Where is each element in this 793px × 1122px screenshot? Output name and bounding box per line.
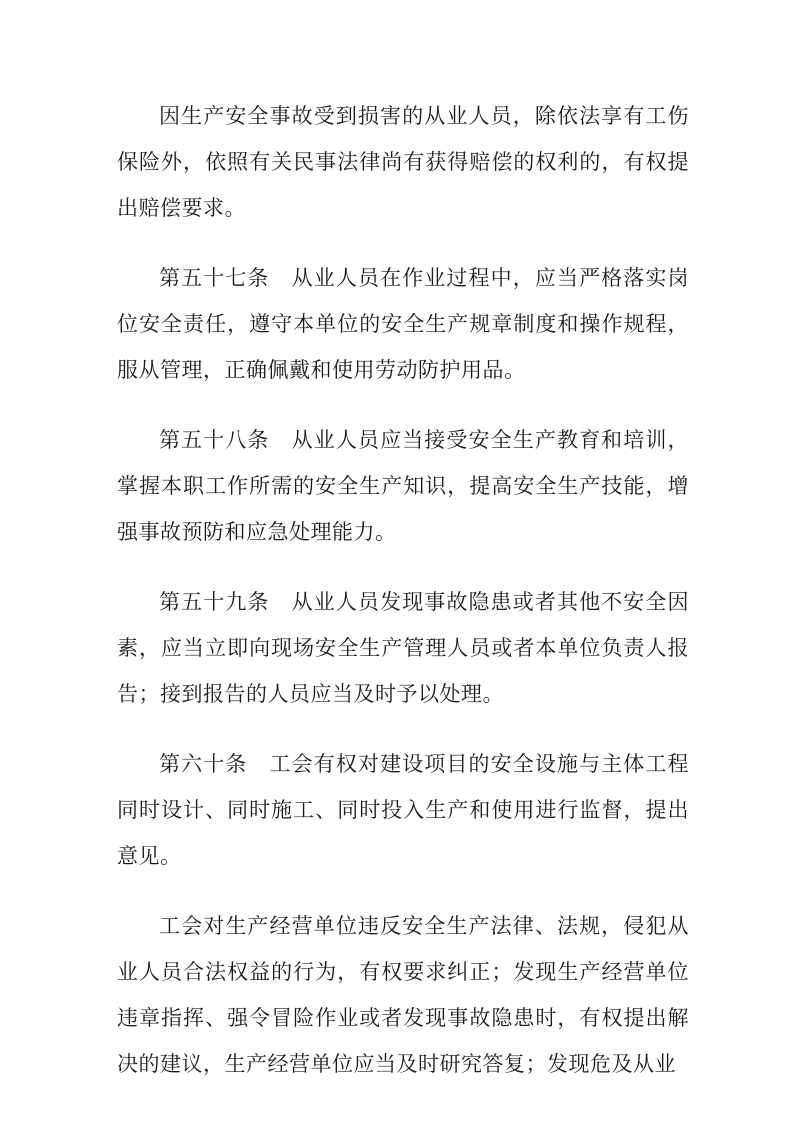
article-number: 第五十八条 <box>159 428 292 452</box>
paragraph-article-57 <box>117 255 689 393</box>
document-page <box>117 93 689 1111</box>
paragraph-text: 从业人员在作业过程中，应当严格落实岗位安全责任，遵守本单位的安全生产规章制度和操作规程，服从管理，正确佩戴和使用劳动防护用品。 <box>117 266 690 382</box>
paragraph-text: 工会有权对建设项目的安全设施与主体工程同时设计、同时施工、同时投入生产和使用进行监督，提出意见。 <box>117 752 690 868</box>
paragraph-article-60 <box>117 741 689 879</box>
paragraph-union-rights <box>117 903 689 1087</box>
article-number: 第五十七条 <box>159 266 292 290</box>
paragraph-text: 从业人员应当接受安全生产教育和培训，掌握本职工作所需的安全生产知识，提高安全生产技能，增强事故预防和应急处理能力。 <box>117 428 690 544</box>
paragraph-text: 从业人员发现事故隐患或者其他不安全因素，应当立即向现场安全生产管理人员或者本单位负责人报告；接到报告的人员应当及时予以处理。 <box>117 590 690 706</box>
article-number: 第五十九条 <box>159 590 292 614</box>
paragraph-text: 因生产安全事故受到损害的从业人员，除依法享有工伤保险外，依照有关民事法律尚有获得赔偿的权利的，有权提出赔偿要求。 <box>117 104 689 220</box>
paragraph-article-58 <box>117 417 689 555</box>
paragraph-compensation <box>117 93 689 231</box>
paragraph-text: 工会对生产经营单位违反安全生产法律、法规，侵犯从业人员合法权益的行为，有权要求纠正；发现生产经营单位违章指挥、强令冒险作业或者发现事故隐患时，有权提出解决的建议，生产经营单位应当及时研究答复；发现危及从业 <box>117 914 689 1076</box>
article-number: 第六十条 <box>159 752 270 776</box>
paragraph-article-59 <box>117 579 689 717</box>
